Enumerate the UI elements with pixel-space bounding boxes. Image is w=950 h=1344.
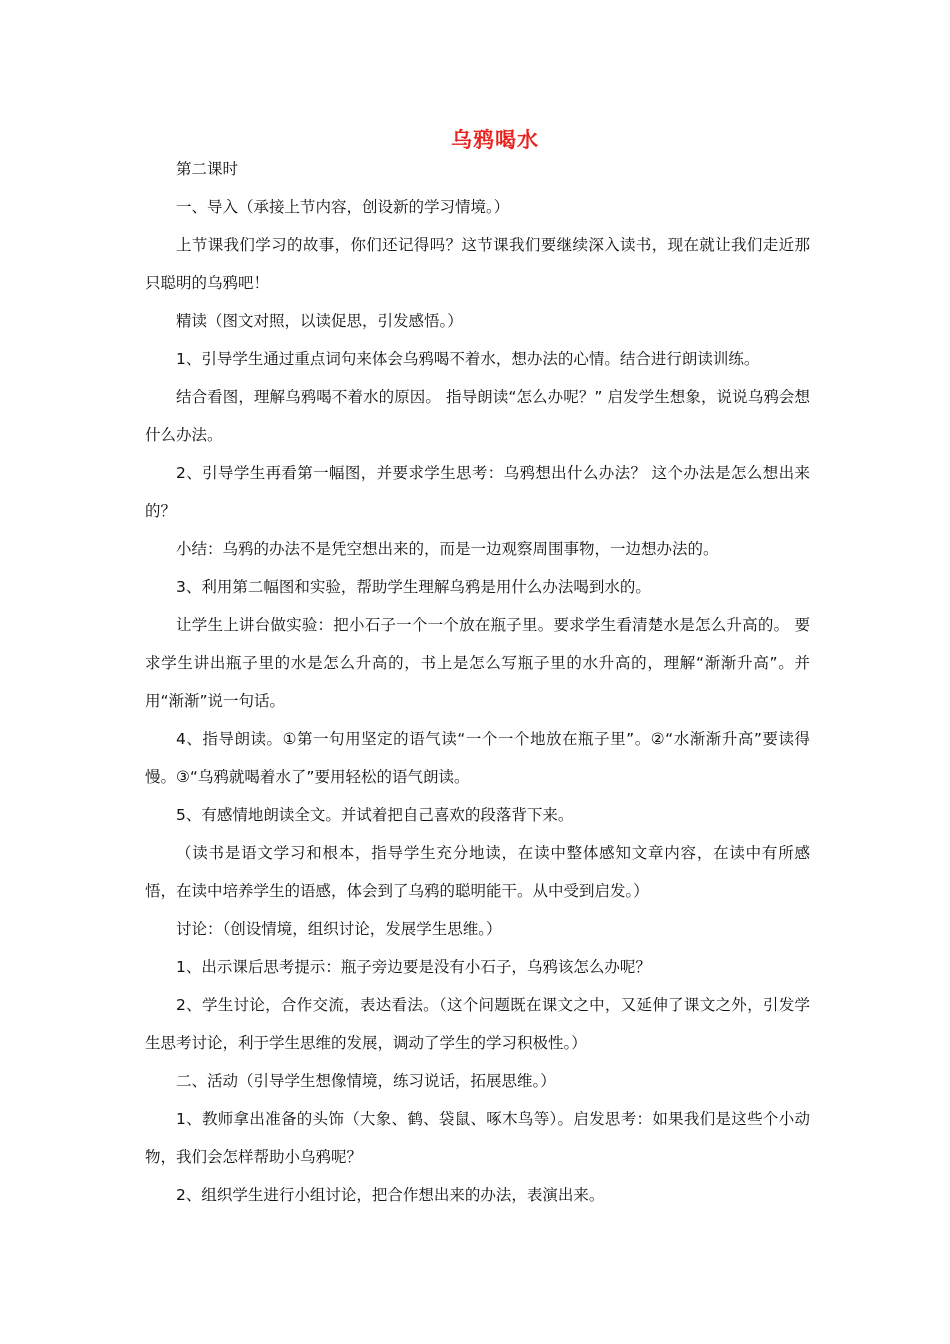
paragraph: 结合看图，理解乌鸦喝不着水的原因。 指导朗读“怎么办呢？” 启发学生想象，说说乌鸦会想什么办法。 [145,388,810,444]
paragraph: 3、利用第二幅图和实验，帮助学生理解乌鸦是用什么办法喝到水的。 [176,578,651,596]
paragraph: 2、引导学生再看第一幅图，并要求学生思考：乌鸦想出什么办法？ 这个办法是怎么想出来的？ [145,464,810,520]
section-close-reading-heading: 精读（图文对照，以读促思，引发感悟。） [176,312,463,330]
lesson-body [145,150,810,1214]
paragraph: 2、学生讨论，合作交流，表达看法。（这个问题既在课文之中，又延伸了课文之外，引发学生思考讨论，利于学生思维的发展，调动了学生的学习积极性。） [145,996,810,1052]
lesson-period: 第二课时 [176,160,239,178]
paragraph: 上节课我们学习的故事，你们还记得吗？这节课我们要继续深入读书，现在就让我们走近那只聪明的乌鸦吧！ [145,236,810,292]
paragraph: 5、有感情地朗读全文。并试着把自己喜欢的段落背下来。 [176,806,574,824]
paragraph: 1、引导学生通过重点词句来体会乌鸦喝不着水，想办法的心情。结合进行朗读训练。 [176,350,760,368]
section-intro-heading: 一、导入（承接上节内容，创设新的学习情境。） [176,198,510,216]
page-title: 乌鸦喝水 [451,128,539,152]
section-discussion-heading: 讨论：（创设情境，组织讨论，发展学生思维。） [176,920,502,938]
paragraph: 4、指导朗读。①第一句用坚定的语气读“一个一个地放在瓶子里”。②“水渐渐升高”要读得慢。③“乌鸦就喝着水了”要用轻松的语气朗读。 [145,730,810,786]
paragraph: 2、组织学生进行小组讨论，把合作想出来的办法，表演出来。 [176,1186,605,1204]
section-activity-heading: 二、活动（引导学生想像情境，练习说话，拓展思维。） [176,1072,556,1090]
paragraph: 让学生上讲台做实验：把小石子一个一个放在瓶子里。要求学生看清楚水是怎么升高的。 要求学生讲出瓶子里的水是怎么升高的，书上是怎么写瓶子里的水升高的，理解“渐渐升高”。并用“渐渐”说一句话。 [145,616,810,710]
paragraph: 1、教师拿出准备的头饰（大象、鹤、袋鼠、啄木鸟等）。启发思考：如果我们是这些个小动物，我们会怎样帮助小乌鸦呢？ [145,1110,810,1166]
paragraph: （读书是语文学习和根本，指导学生充分地读，在读中整体感知文章内容，在读中有所感悟，在读中培养学生的语感，体会到了乌鸦的聪明能干。从中受到启发。） [145,844,810,900]
paragraph: 小结：乌鸦的办法不是凭空想出来的，而是一边观察周围事物，一边想办法的。 [176,540,719,558]
paragraph: 1、出示课后思考提示：瓶子旁边要是没有小石子，乌鸦该怎么办呢？ [176,958,651,976]
